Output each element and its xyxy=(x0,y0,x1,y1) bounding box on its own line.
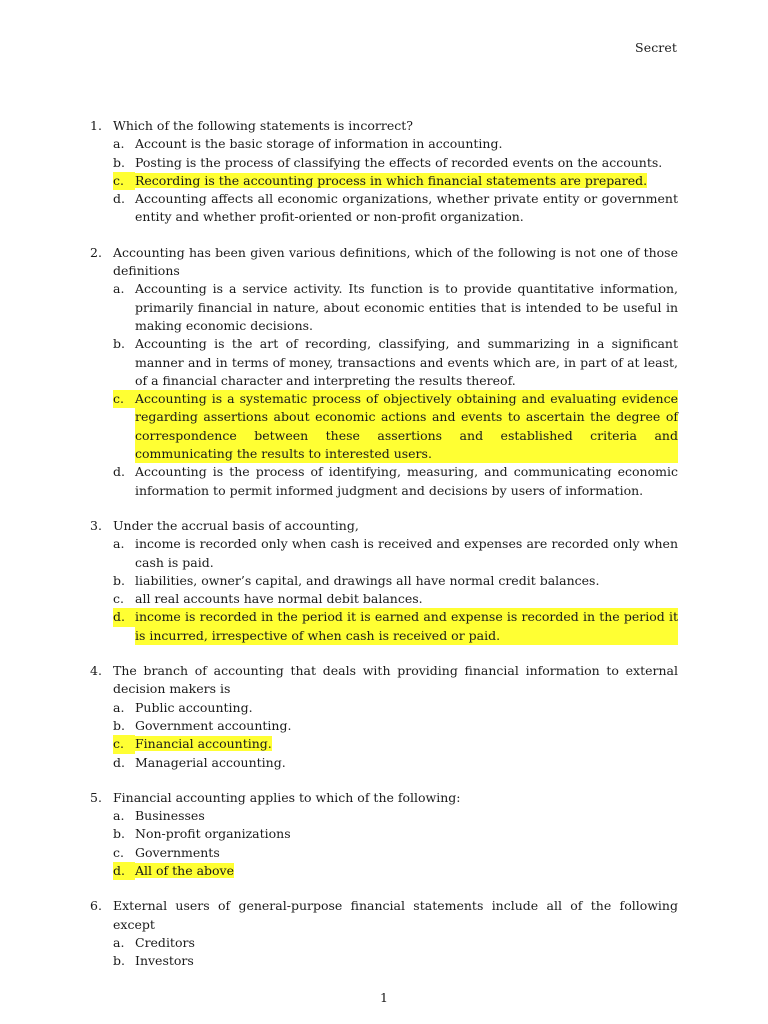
question-2 xyxy=(90,244,678,500)
question-text: Financial accounting applies to which of the following: xyxy=(113,789,461,805)
option-d xyxy=(113,754,678,772)
option-letter: b. xyxy=(113,154,125,170)
question-stem xyxy=(90,244,678,281)
option-letter: d. xyxy=(113,608,135,626)
question-stem xyxy=(90,897,678,934)
question-6 xyxy=(90,897,678,970)
option-text: Accounting is the process of identifying, measuring, and communicating economic information to permit informed judgment and decisions by users of information. xyxy=(135,464,678,498)
option-c-highlighted-answer xyxy=(113,172,678,190)
question-list xyxy=(90,117,678,987)
option-text-wrap xyxy=(135,172,678,190)
question-text: External users of general-purpose financial statements include all of the following except xyxy=(113,898,678,932)
option-list xyxy=(113,699,678,772)
question-text: Accounting has been given various definitions, which of the following is not one of those definitions xyxy=(113,244,678,279)
option-text: Government accounting. xyxy=(135,717,292,733)
question-1 xyxy=(90,117,678,227)
option-letter: b. xyxy=(113,953,125,969)
option-text: Managerial accounting. xyxy=(135,754,286,770)
option-letter: d. xyxy=(113,191,125,207)
option-b xyxy=(113,952,678,970)
option-letter: c. xyxy=(113,844,124,860)
option-letter: c. xyxy=(113,735,135,753)
question-4 xyxy=(90,662,678,772)
option-letter: b. xyxy=(113,572,125,588)
question-text: Which of the following statements is incorrect? xyxy=(113,118,413,133)
option-list xyxy=(113,135,678,226)
option-letter: a. xyxy=(113,699,125,715)
option-text-wrap xyxy=(135,735,678,753)
option-list xyxy=(113,280,678,500)
option-text: Creditors xyxy=(135,934,195,950)
header-classification-label: Secret xyxy=(635,40,677,55)
option-list xyxy=(113,807,678,880)
option-text: Accounting is a service activity. Its function is to provide quantitative information, primarily financial in nature, about economic entities that is intended to be useful in making economic decisions. xyxy=(135,281,678,333)
option-c xyxy=(113,590,678,608)
question-number: 4. xyxy=(90,663,102,679)
question-5 xyxy=(90,789,678,880)
option-text-wrap xyxy=(135,862,678,880)
option-letter: b. xyxy=(113,826,125,842)
option-letter: d. xyxy=(113,862,135,880)
option-b xyxy=(113,154,678,172)
option-letter: a. xyxy=(113,281,125,297)
option-text: All of the above xyxy=(135,862,235,878)
option-text: Non-profit organizations xyxy=(135,826,291,842)
option-text: Public accounting. xyxy=(135,699,253,715)
option-letter: c. xyxy=(113,591,124,607)
option-c-highlighted-answer xyxy=(113,735,678,753)
question-text: The branch of accounting that deals with providing financial information to external decision makers is xyxy=(113,663,678,697)
option-text: Account is the basic storage of information in accounting. xyxy=(135,136,503,152)
option-d xyxy=(113,463,678,500)
question-number: 5. xyxy=(90,789,102,805)
question-number: 1. xyxy=(90,118,102,133)
option-d-highlighted-answer xyxy=(113,862,678,880)
option-a xyxy=(113,135,678,153)
option-letter: d. xyxy=(113,754,125,770)
option-text: Posting is the process of classifying the effects of recorded events on the accounts. xyxy=(135,154,663,170)
option-text: Investors xyxy=(135,953,194,969)
option-b xyxy=(113,825,678,843)
option-a xyxy=(113,280,678,335)
question-stem xyxy=(90,517,678,535)
option-text: income is recorded in the period it is earned and expense is recorded in the period it is incurred, irrespective of when cash is received or paid. xyxy=(135,608,678,645)
page-number: 1 xyxy=(380,990,388,1005)
option-letter: c. xyxy=(113,390,135,408)
question-stem xyxy=(90,789,678,807)
option-text: liabilities, owner’s capital, and drawings all have normal credit balances. xyxy=(135,572,600,588)
option-letter: b. xyxy=(113,717,125,733)
option-a xyxy=(113,699,678,717)
option-text: Recording is the accounting process in which financial statements are prepared. xyxy=(135,172,648,188)
option-a xyxy=(113,934,678,952)
option-b xyxy=(113,717,678,735)
option-list xyxy=(113,535,678,645)
question-stem xyxy=(90,117,678,135)
option-letter: a. xyxy=(113,536,125,552)
option-text: income is recorded only when cash is received and expenses are recorded only when cash is paid. xyxy=(135,536,678,570)
option-text: Financial accounting. xyxy=(135,736,272,752)
question-text: Under the accrual basis of accounting, xyxy=(113,517,359,533)
option-letter: b. xyxy=(113,336,125,352)
option-a xyxy=(113,535,678,572)
option-d-highlighted-answer xyxy=(113,608,678,645)
question-number: 3. xyxy=(90,517,102,533)
question-number: 6. xyxy=(90,898,102,914)
option-letter: a. xyxy=(113,808,125,824)
option-b xyxy=(113,572,678,590)
option-d xyxy=(113,190,678,227)
option-text: all real accounts have normal debit balances. xyxy=(135,591,423,607)
option-list xyxy=(113,934,678,971)
option-b xyxy=(113,335,678,390)
option-letter: c. xyxy=(113,172,135,190)
option-text: Accounting affects all economic organizations, whether private entity or government entity and whether profit-oriented or non-profit organization. xyxy=(135,191,678,225)
option-letter: a. xyxy=(113,934,125,950)
option-text: Businesses xyxy=(135,808,205,824)
option-c-highlighted-answer xyxy=(113,390,678,463)
option-text: Governments xyxy=(135,844,220,860)
option-letter: a. xyxy=(113,136,125,152)
option-text: Accounting is a systematic process of objectively obtaining and evaluating evidence regarding assertions about economic actions and events to ascertain the degree of correspondence between these assertions and established criteria and communicating the results to interested users. xyxy=(135,390,678,463)
question-number: 2. xyxy=(90,244,102,260)
question-stem xyxy=(90,662,678,699)
option-c xyxy=(113,844,678,862)
option-letter: d. xyxy=(113,464,125,480)
question-3 xyxy=(90,517,678,645)
option-a xyxy=(113,807,678,825)
option-text: Accounting is the art of recording, classifying, and summarizing in a significant manner and in terms of money, transactions and events which are, in part of at least, of a financial character and interpreting the results thereof. xyxy=(135,336,678,388)
